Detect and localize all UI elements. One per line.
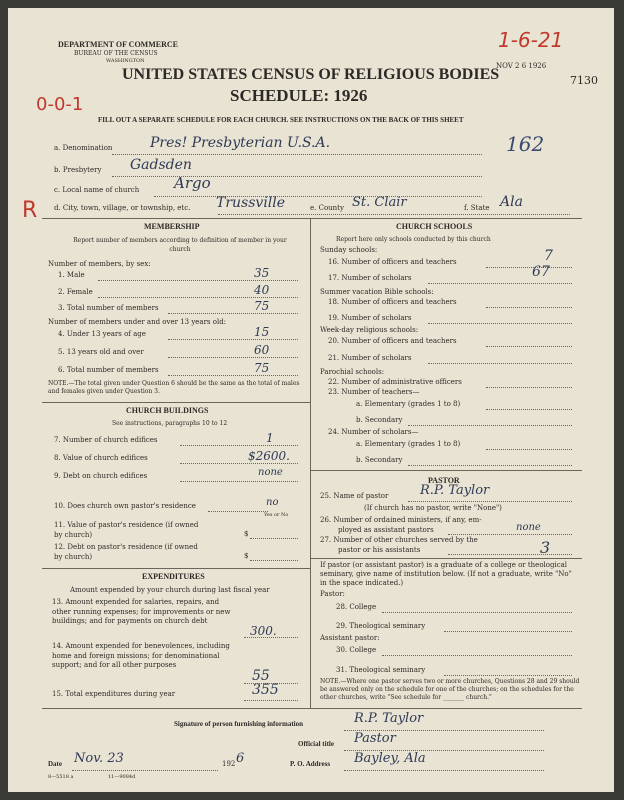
year-prefix: 192 <box>222 760 236 768</box>
expenditures-title: EXPENDITURES <box>142 572 205 581</box>
membership-intro: Report number of members according to definition of member in your church <box>73 237 287 253</box>
q5-label: 5. 13 years old and over <box>58 348 144 356</box>
q30-label: 30. College <box>336 646 377 654</box>
q13-label: 13. Amount expended for salaries, repairs, and other running expenses; for improvements or new buildings; and for payments on church debt <box>52 598 231 625</box>
column-divider <box>310 218 311 708</box>
q21-label: 21. Number of scholars <box>328 354 412 362</box>
buildings-sub: See instructions, paragraphs 10 to 12 <box>112 420 228 427</box>
q26-value: none <box>516 522 541 533</box>
instructions-line: FILL OUT A SEPARATE SCHEDULE FOR EACH CHURCH. SEE INSTRUCTIONS ON THE BACK OF THIS SHEET <box>98 116 464 124</box>
pastor-title: PASTOR <box>428 476 460 485</box>
q5-value: 60 <box>254 343 270 357</box>
bureau-label: BUREAU OF THE CENSUS <box>74 50 158 57</box>
form-title: UNITED STATES CENSUS OF RELIGIOUS BODIES <box>122 66 500 83</box>
q22-label: 22. Number of administrative officers <box>328 378 462 386</box>
q16-value: 7 <box>544 248 553 264</box>
field-local-name-label: c. Local name of church <box>54 186 140 194</box>
year-value: 6 <box>236 751 245 766</box>
received-stamp-number: 7130 <box>570 74 598 87</box>
q25-value: R.P. Taylor <box>420 483 490 498</box>
graduate-note: If pastor (or assistant pastor) is a graduate of a college or theological seminary, give name of institution below. (If not a graduate, write "No" in the space indicated.) <box>320 561 572 587</box>
field-state-value: Ala <box>500 194 523 210</box>
field-denomination-label: a. Denomination <box>54 144 113 152</box>
q2-label: 2. Female <box>58 288 93 296</box>
q11-residence-value-label: 11. Value of pastor's residence (if owned by church) <box>54 521 199 539</box>
q24b-label: b. Secondary <box>356 456 403 464</box>
q29-label: 29. Theological seminary <box>336 622 426 630</box>
q8-label: 8. Value of church edifices <box>54 454 148 462</box>
q6-value: 75 <box>254 361 270 375</box>
field-city-value: Trussville <box>216 195 286 211</box>
q9-label: 9. Debt on church edifices <box>54 472 148 480</box>
official-title-value: Pastor <box>354 731 396 746</box>
q10-value: no <box>266 497 279 508</box>
q20-label: 20. Number of officers and teachers <box>328 337 457 345</box>
q14-label: 14. Amount expended for benevolences, including home and foreign missions; for denominational support; and for all other purposes <box>52 642 230 669</box>
q3-value: 75 <box>254 299 270 313</box>
q10-label: 10. Does church own pastor's residence <box>54 502 196 510</box>
schools-parochial: Parochial schools: <box>320 368 385 376</box>
schools-sunday: Sunday schools: <box>320 246 378 254</box>
q11-dollar: $ <box>244 530 249 538</box>
expenditures-sub: Amount expended by your church during last fiscal year <box>70 586 270 594</box>
q7-label: 7. Number of church edifices <box>54 436 158 444</box>
q1-label: 1. Male <box>58 271 85 279</box>
q10-hint: Yes or No <box>264 512 289 518</box>
q15-label: 15. Total expenditures during year <box>52 690 176 698</box>
field-county-value: St. Clair <box>352 195 407 210</box>
q23-label: 23. Number of teachers— <box>328 388 420 396</box>
q15-value: 355 <box>252 682 279 698</box>
q28-label: 28. College <box>336 603 377 611</box>
po-address-label: P. O. Address <box>290 760 331 768</box>
q4-value: 15 <box>254 325 270 339</box>
received-stamp-date: NOV 2 6 1926 <box>496 62 547 70</box>
signature-label: Signature of person furnishing information <box>174 720 303 728</box>
q2-value: 40 <box>254 283 270 297</box>
field-presbytery-label: b. Presbytery <box>54 166 102 174</box>
field-local-name-value: Argo <box>174 174 211 192</box>
pastor-note: NOTE.—Where one pastor serves two or more churches, Questions 28 and 29 should be answered only on the schedule for one of the churches; on the schedules for the other churches, write "See schedule for _______ church." <box>320 678 580 701</box>
annotation-margin: R <box>22 198 38 223</box>
q3-label: 3. Total number of members <box>58 304 159 312</box>
q25-label: 25. Name of pastor <box>320 492 389 500</box>
q23b-label: b. Secondary <box>356 416 403 424</box>
field-county-label: e. County <box>310 204 344 212</box>
q19-label: 19. Number of scholars <box>328 314 412 322</box>
date-label: Date <box>48 760 62 768</box>
buildings-title: CHURCH BUILDINGS <box>126 406 209 415</box>
q8-value: $2600. <box>248 449 290 463</box>
q12-dollar: $ <box>244 552 249 560</box>
q14-value: 55 <box>252 668 270 684</box>
schools-title: CHURCH SCHOOLS <box>396 222 473 231</box>
q13-value: 300. <box>250 624 277 638</box>
q23a-label: a. Elementary (grades 1 to 8) <box>356 400 461 408</box>
membership-title: MEMBERSHIP <box>144 222 200 231</box>
q7-value: 1 <box>266 431 274 445</box>
schedule-title: SCHEDULE: 1926 <box>230 86 368 105</box>
field-presbytery-value: Gadsden <box>130 157 192 173</box>
schools-intro: Report here only schools conducted by this church <box>336 236 491 243</box>
membership-note: NOTE.—The total given under Question 6 should be the same as the total of males and females given under Question 3. <box>48 380 300 395</box>
field-state-label: f. State <box>464 204 490 212</box>
q17-label: 17. Number of scholars <box>328 274 412 282</box>
q27-label-line1: 27. Number of other churches served by the <box>320 536 478 544</box>
signature-value: R.P. Taylor <box>354 711 424 726</box>
membership-age-head: Number of members under and over 13 years old: <box>48 318 227 326</box>
print-number: 11—9084d <box>108 774 136 780</box>
field-denomination-value: Pres! Presbyterian U.S.A. <box>150 135 331 151</box>
annotation-top-right: 1-6-21 <box>498 28 564 52</box>
q24-label: 24. Number of scholars— <box>328 428 419 436</box>
q9-value: none <box>258 467 283 478</box>
field-city-label: d. City, town, village, or township, etc. <box>54 204 191 212</box>
census-schedule-sheet <box>8 8 614 792</box>
q17-value: 67 <box>532 264 550 280</box>
q27-label-line2: pastor or his assistants <box>338 546 421 554</box>
q12-residence-debt-label: 12. Debt on pastor's residence (if owned by church) <box>54 543 198 561</box>
q27-value: 3 <box>540 538 551 557</box>
pastor-sub-label: Pastor: <box>320 590 345 598</box>
q26-label-line1: 26. Number of ordained ministers, if any, em- <box>320 516 482 524</box>
q6-label: 6. Total number of members <box>58 366 159 374</box>
schools-summer: Summer vacation Bible schools: <box>320 288 434 296</box>
official-title-label: Official title <box>298 740 334 748</box>
annotation-left: 0-0-1 <box>36 94 84 115</box>
q1-value: 35 <box>254 266 270 280</box>
date-value: Nov. 23 <box>74 751 124 766</box>
q18-label: 18. Number of officers and teachers <box>328 298 457 306</box>
schools-weekday: Week-day religious schools: <box>320 326 419 334</box>
q25-hint: (If church has no pastor, write "None") <box>364 504 502 512</box>
q31-label: 31. Theological seminary <box>336 666 426 674</box>
po-address-value: Bayley, Ala <box>354 751 426 766</box>
denomination-code: 162 <box>506 132 545 156</box>
q26-label-line2: ployed as assistant pastors <box>338 526 434 534</box>
membership-by-sex: Number of members, by sex: <box>48 260 151 268</box>
department-label: DEPARTMENT OF COMMERCE <box>58 40 179 49</box>
q4-label: 4. Under 13 years of age <box>58 330 146 338</box>
city-label: WASHINGTON <box>106 58 145 64</box>
q24a-label: a. Elementary (grades 1 to 8) <box>356 440 461 448</box>
form-number: 8—5518 a <box>48 774 74 780</box>
asst-pastor-label: Assistant pastor: <box>320 634 380 642</box>
q16-label: 16. Number of officers and teachers <box>328 258 457 266</box>
